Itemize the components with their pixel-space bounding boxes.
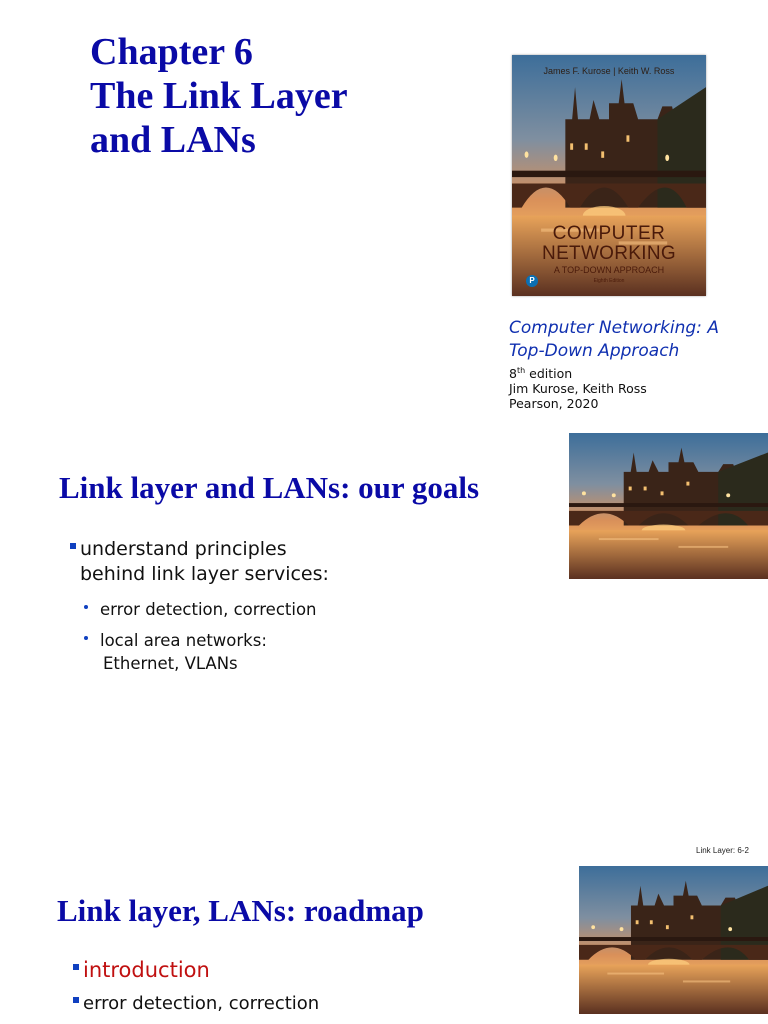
cover-title-line-2: NETWORKING — [542, 243, 676, 264]
chapter-title-line-2: The Link Layer — [90, 75, 348, 117]
goals-slide-title: Link layer and LANs: our goals — [59, 470, 480, 505]
citation-edition — [509, 363, 754, 381]
roadmap-item-1-text: introduction — [83, 958, 210, 982]
goal-subbullet-1 — [84, 598, 317, 621]
edition-suffix: th — [516, 366, 526, 375]
square-bullet-icon — [73, 997, 79, 1003]
goal-subbullet-2-line-1: local area networks: — [100, 631, 267, 650]
chapter-title-line-3: and LANs — [90, 119, 256, 161]
roadmap-item-error-detection — [73, 993, 319, 1014]
goal-bullet-1-line-2: behind link layer services: — [80, 563, 329, 585]
edition-number: 8 — [509, 366, 517, 382]
goal-bullet-1-line-1: understand principles — [80, 538, 287, 560]
book-cover-image — [512, 55, 706, 296]
goal-subbullet-1-text: error detection, correction — [100, 600, 317, 619]
slide-number: Link Layer: 6-2 — [696, 846, 749, 855]
roadmap-slide-title: Link layer, LANs: roadmap — [57, 893, 424, 928]
pearson-logo-icon: P — [526, 275, 538, 287]
square-bullet-icon — [73, 964, 79, 970]
citation-publisher: Pearson, 2020 — [509, 396, 599, 412]
goal-bullet-1 — [70, 537, 329, 587]
cover-subtitle: A TOP-DOWN APPROACH — [553, 265, 665, 275]
paris-bridge-photo — [569, 433, 768, 579]
book-citation — [509, 317, 754, 411]
paris-bridge-photo — [579, 866, 768, 1014]
chapter-title-line-1: Chapter 6 — [90, 31, 253, 73]
cover-title-line-1: COMPUTER — [552, 223, 666, 244]
cover-authors: James F. Kurose | Keith W. Ross — [543, 66, 675, 76]
edition-word: edition — [525, 366, 573, 382]
roadmap-item-2-text: error detection, correction — [83, 993, 320, 1014]
citation-authors: Jim Kurose, Keith Ross — [509, 381, 647, 397]
square-bullet-icon — [70, 543, 76, 549]
dot-bullet-icon — [84, 605, 88, 609]
chapter-title — [90, 30, 348, 162]
cover-edition: Eighth Edition — [593, 278, 625, 284]
roadmap-item-introduction — [73, 958, 210, 982]
goal-subbullet-2 — [84, 629, 267, 675]
citation-book-name: Computer Networking: A Top-Down Approach — [509, 318, 719, 361]
goal-subbullet-2-line-2: Ethernet, VLANs — [103, 654, 238, 673]
dot-bullet-icon — [84, 636, 88, 640]
